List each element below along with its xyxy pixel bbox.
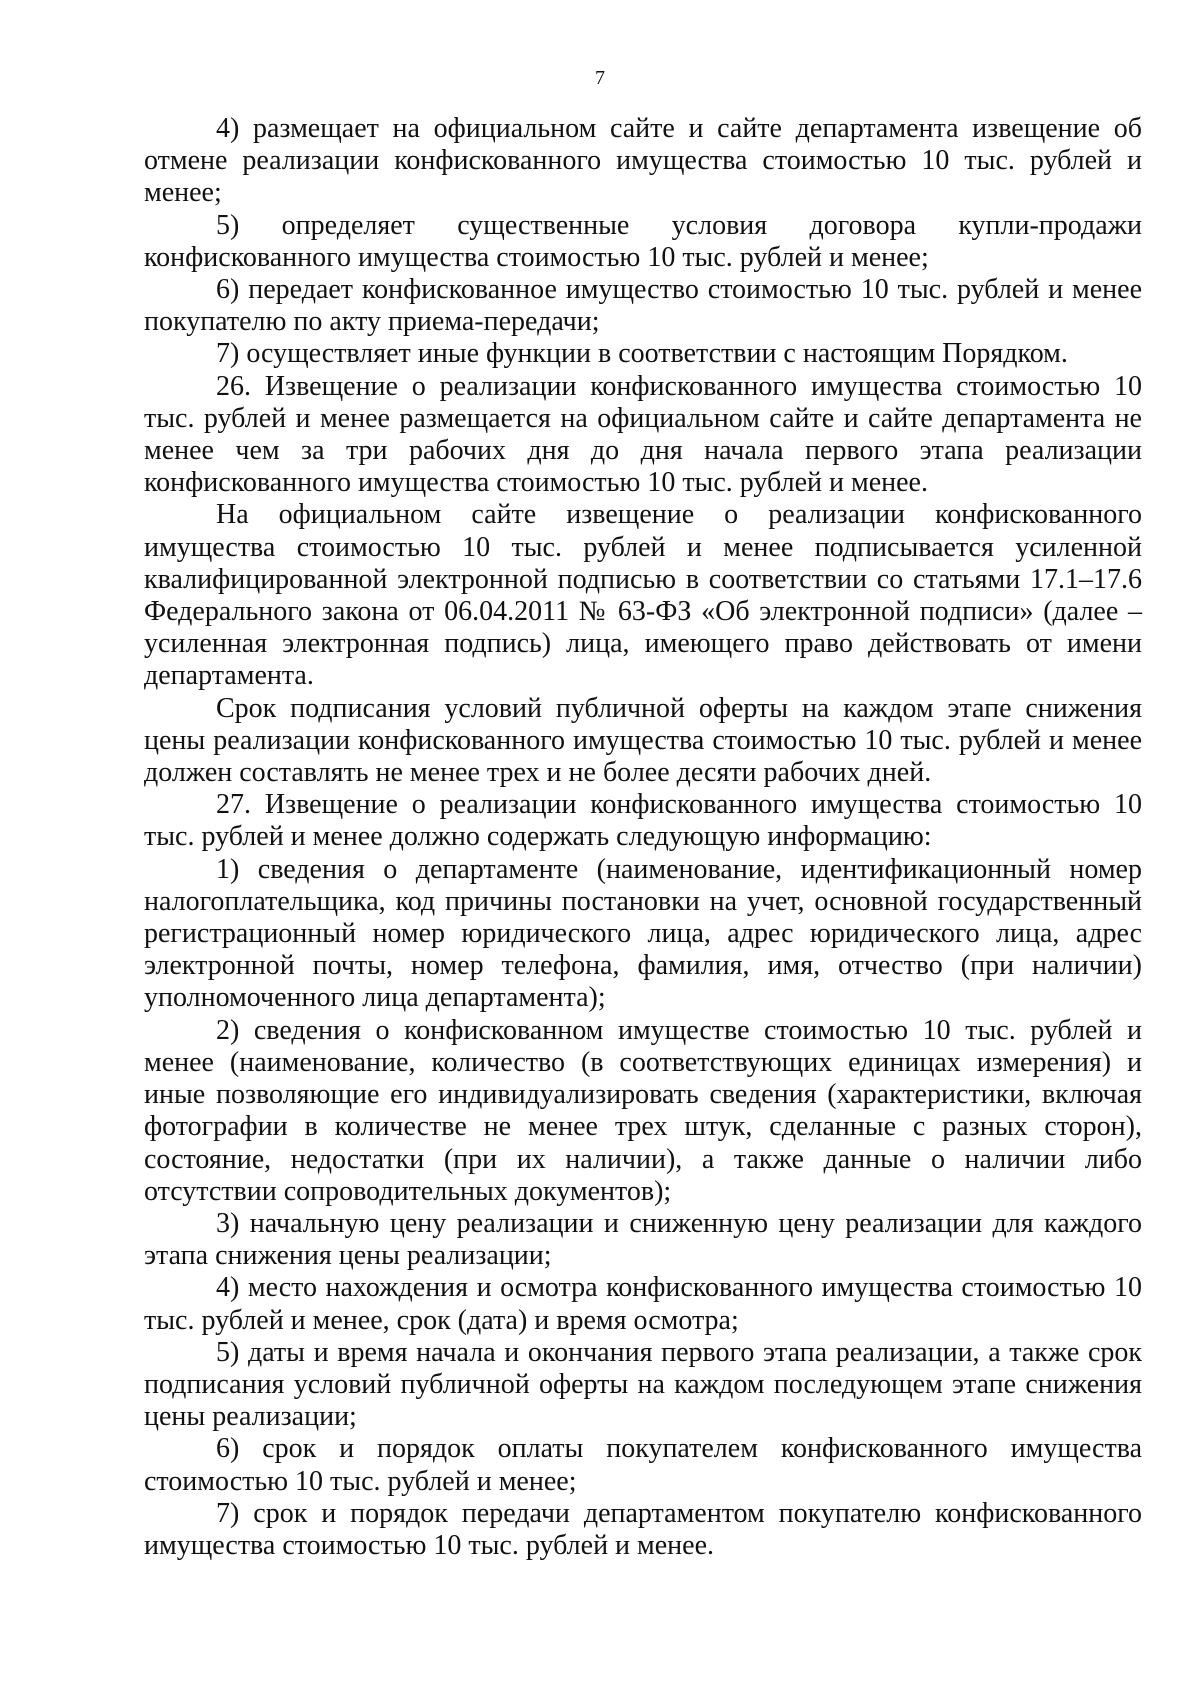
paragraph-info-5-dates: 5) даты и время начала и окончания первого этапа реализации, а также срок подписания условий публичной оферты на каждом последующем этапе снижения цены реализации;: [144, 1336, 1142, 1433]
paragraph-info-1-department: 1) сведения о департаменте (наименование, идентификационный номер налогоплательщика, код причины постановки на учет, основной государственный регистрационный номер юридического лица, адрес юридического лица, адрес электронной почты, номер телефона, фамилия, имя, отчество (при наличии) уполномоченного лица департамента);: [144, 853, 1142, 1014]
paragraph-item-5-contract-terms: 5) определяет существенные условия договора купли-продажи конфискованного имущества стоимостью 10 тыс. рублей и менее;: [144, 209, 1142, 273]
paragraph-info-7-transfer: 7) срок и порядок передачи департаментом покупателю конфискованного имущества стоимостью 10 тыс. рублей и менее.: [144, 1497, 1142, 1561]
paragraph-info-2-property: 2) сведения о конфискованном имуществе стоимостью 10 тыс. рублей и менее (наименование, количество (в соответствующих единицах измерения) и иные позволяющие его индивидуализировать сведения (характеристики, включая фотографии в количестве не менее трех штук, сделанные с разных сторон), состояние, недостатки (при их наличии), а также данные о наличии либо отсутствии сопроводительных документов);: [144, 1014, 1142, 1207]
paragraph-section-26: 26. Извещение о реализации конфискованного имущества стоимостью 10 тыс. рублей и менее размещается на официальном сайте и сайте департамента не менее чем за три рабочих дня до дня начала первого этапа реализации конфискованного имущества стоимостью 10 тыс. рублей и менее.: [144, 370, 1142, 499]
paragraph-electronic-signature: На официальном сайте извещение о реализации конфискованного имущества стоимостью 10 тыс. рублей и менее подписывается усиленной квалифицированной электронной подписью в соответствии со статьями 17.1–17.6 Федерального закона от 06.04.2011 № 63-ФЗ «Об электронной подписи» (далее – усиленная электронная подпись) лица, имеющего право действовать от имени департамента.: [144, 499, 1142, 692]
paragraph-item-4-publish-cancellation: 4) размещает на официальном сайте и сайте департамента извещение об отмене реализации конфискованного имущества стоимостью 10 тыс. рублей и менее;: [144, 113, 1142, 209]
paragraph-section-27: 27. Извещение о реализации конфискованного имущества стоимостью 10 тыс. рублей и менее должно содержать следующую информацию:: [144, 789, 1142, 853]
paragraph-info-4-location: 4) место нахождения и осмотра конфискованного имущества стоимостью 10 тыс. рублей и менее, срок (дата) и время осмотра;: [144, 1272, 1142, 1336]
paragraph-info-3-prices: 3) начальную цену реализации и сниженную цену реализации для каждого этапа снижения цены реализации;: [144, 1207, 1142, 1272]
paragraph-offer-term: Срок подписания условий публичной оферты на каждом этапе снижения цены реализации конфискованного имущества стоимостью 10 тыс. рублей и менее должен составлять не менее трех и не более десяти рабочих дней.: [144, 692, 1142, 789]
paragraph-info-6-payment: 6) срок и порядок оплаты покупателем конфискованного имущества стоимостью 10 тыс. рублей и менее;: [144, 1433, 1142, 1497]
paragraph-item-7-other-functions: 7) осуществляет иные функции в соответствии с настоящим Порядком.: [216, 338, 1068, 370]
page-number: 7: [595, 67, 605, 89]
document-body: [144, 113, 1142, 1562]
paragraph-item-6-transfer-property: 6) передает конфискованное имущество стоимостью 10 тыс. рублей и менее покупателю по акту приема-передачи;: [144, 274, 1142, 338]
